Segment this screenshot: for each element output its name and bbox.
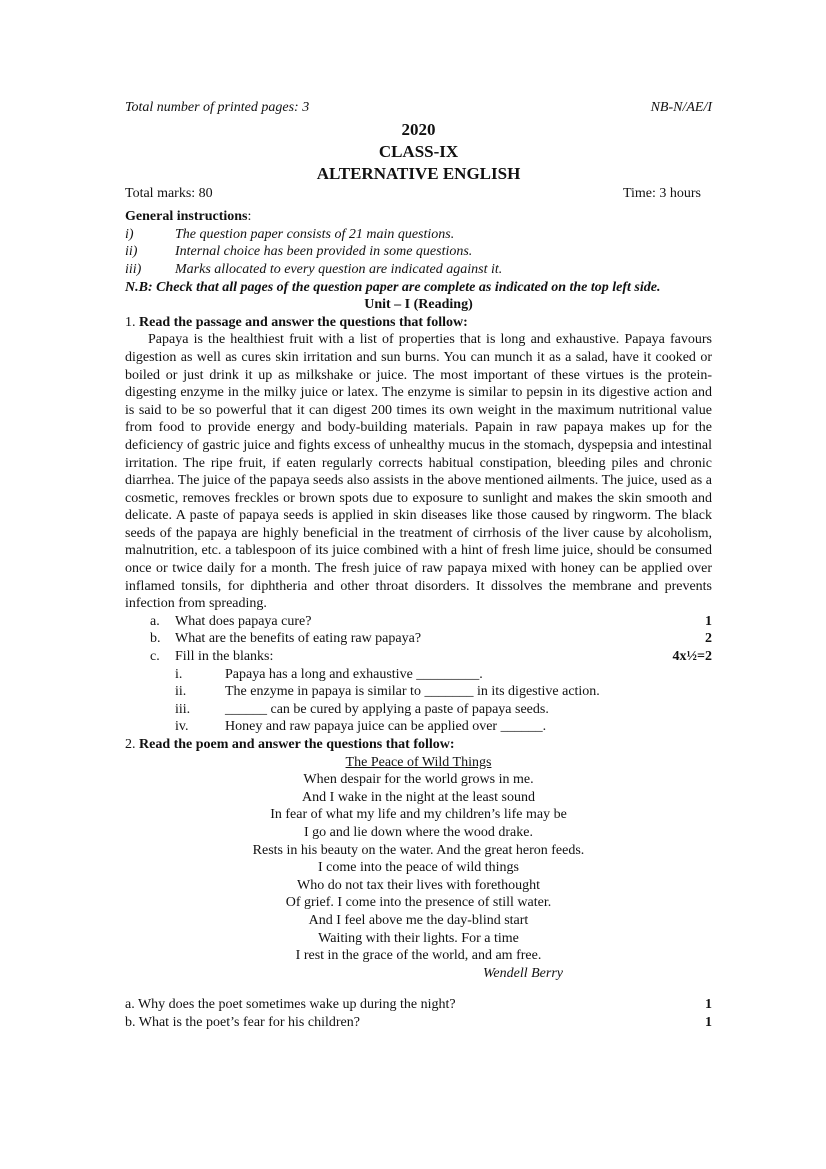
- blank-text: The enzyme in papaya is similar to _______ in its digestive action.: [225, 684, 600, 700]
- exam-class: CLASS-IX: [378, 141, 459, 161]
- question-text: a. Why does the poet sometimes wake up during the night?: [125, 997, 456, 1013]
- question-b: [125, 630, 712, 648]
- question-marks: 1: [705, 997, 712, 1013]
- marks-time-row: [125, 185, 712, 203]
- blank-number: ii.: [175, 684, 187, 700]
- poem-line: Waiting with their lights. For a time: [318, 930, 519, 946]
- poem-line: In fear of what my life and my children’s life may be: [270, 807, 567, 823]
- q2-question-b: [125, 1014, 712, 1032]
- poem-line: Of grief. I come into the presence of still water.: [285, 895, 552, 911]
- instruction-item: [125, 243, 712, 261]
- fill-blank-item: [125, 683, 712, 701]
- unit-heading: Unit – I (Reading): [364, 297, 473, 313]
- q2-heading: [125, 736, 712, 754]
- question-text: What does papaya cure?: [175, 613, 312, 629]
- poem-title: The Peace of Wild Things: [345, 754, 492, 770]
- poem-line: I rest in the grace of the world, and am free.: [295, 948, 542, 964]
- general-instructions-title: General instructions: [125, 209, 248, 225]
- question-text: b. What is the poet’s fear for his children?: [125, 1014, 360, 1030]
- question-letter: a.: [150, 613, 160, 629]
- blank-number: i.: [175, 666, 183, 682]
- question-marks: 1: [705, 613, 712, 629]
- poem-line: Rests in his beauty on the water. And the great heron feeds.: [252, 842, 585, 858]
- general-instructions-heading: [125, 208, 712, 226]
- reading-passage: Papaya is the healthiest fruit with a list of properties that is long and exhaustive. Papaya favours digestion as well as cures skin irritation and sun burns. You can munch it as a salad, have it cooked or boiled or just drink it up as milkshake or juice. The most important of these virtues is the protein-digesting enzyme in the milky juice or latex. The enzyme is similar to pepsin in its digestive action and is said to be so powerful that it can digest 200 times its own weight in the maximum nutritional value from food to provide energy and body-building materials. Papain in raw papaya makes up for the deficiency of gastric juice and fights excess of unhealthy mucus in the stomach, dyspepsia and intestinal irritation. The ripe fruit, if eaten regularly corrects habitual constipation, bleeding piles and chronic diarrhea. The juice of the papaya seeds also assists in the above mentioned ailments. The juice, used as a cosmetic, removes freckles or brown spots due to exposure to sunlight and makes the skin smooth and delicate. A paste of papaya seeds is applied in skin diseases like those caused by ringworm. The black seeds of the papaya are highly beneficial in the treatment of cirrhosis of the liver cause by alcoholism, malnutrition, etc. a tablespoon of its juice combined with a hint of fresh lime juice, should be consumed once or twice daily for a month. The fresh juice of raw papaya mixed with honey can be applied over inflamed tonsils, for diphtheria and other throat disorders. It dissolves the membrane and prevents infection from spreading.: [125, 332, 712, 612]
- blank-text: Honey and raw papaya juice can be applied over ______.: [225, 719, 547, 735]
- question-text: What are the benefits of eating raw papaya?: [175, 631, 422, 647]
- exam-subject: ALTERNATIVE ENGLISH: [316, 163, 521, 183]
- question-letter: c.: [150, 649, 160, 665]
- q2-instruction: Read the poem and answer the questions that follow:: [139, 737, 455, 752]
- instruction-number: iii): [125, 261, 142, 277]
- poem-line: And I feel above me the day-blind start: [308, 912, 529, 928]
- poem: [125, 754, 712, 965]
- poem-author: Wendell Berry: [483, 965, 563, 981]
- instruction-text: Marks allocated to every question are indicated against it.: [175, 261, 503, 277]
- q1-instruction: Read the passage and answer the questions that follow:: [139, 314, 468, 330]
- question-c: [125, 648, 712, 666]
- nb-note: N.B: Check that all pages of the question paper are complete as indicated on the top left side.: [125, 279, 661, 295]
- poem-line: Who do not tax their lives with forethought: [296, 877, 540, 893]
- poem-line: I go and lie down where the wood drake.: [304, 824, 533, 840]
- question-marks: 1: [705, 1014, 712, 1030]
- question-a: [125, 613, 712, 631]
- instruction-text: Internal choice has been provided in some questions.: [175, 244, 473, 260]
- instruction-number: ii): [125, 244, 138, 260]
- exam-year: 2020: [401, 119, 436, 139]
- blank-number: iii.: [175, 701, 191, 717]
- total-marks: Total marks: 80: [125, 185, 213, 201]
- instruction-item: [125, 226, 712, 244]
- question-letter: b.: [150, 631, 161, 647]
- q2-question-a: [125, 996, 712, 1014]
- question-marks: 4x½=2: [672, 649, 712, 665]
- blank-text: ______ can be cured by applying a paste of papaya seeds.: [225, 701, 549, 717]
- q1-number: 1.: [125, 314, 136, 330]
- fill-blank-item: [125, 701, 712, 719]
- exam-page: [125, 99, 712, 1032]
- q2-number: 2.: [125, 737, 136, 752]
- question-marks: 2: [705, 631, 712, 647]
- question-text: Fill in the blanks:: [175, 649, 274, 665]
- poem-line: And I wake in the night at the least sound: [302, 789, 535, 805]
- paper-code: NB-N/AE/I: [650, 100, 712, 115]
- fill-blank-item: [125, 718, 712, 736]
- page-header: [125, 99, 712, 117]
- fill-blank-item: [125, 666, 712, 684]
- blank-number: iv.: [175, 719, 189, 735]
- instruction-text: The question paper consists of 21 main questions.: [175, 226, 455, 242]
- q1-heading: [125, 314, 712, 332]
- instruction-number: i): [125, 226, 134, 242]
- instruction-item: [125, 261, 712, 279]
- poem-line: I come into the peace of wild things: [318, 860, 519, 876]
- printed-pages-note: Total number of printed pages: 3: [125, 100, 310, 115]
- blank-text: Papaya has a long and exhaustive _________.: [225, 666, 483, 682]
- poem-line: When despair for the world grows in me.: [303, 772, 534, 788]
- heading-colon: :: [247, 209, 252, 225]
- time-allowed: Time: 3 hours: [622, 185, 701, 201]
